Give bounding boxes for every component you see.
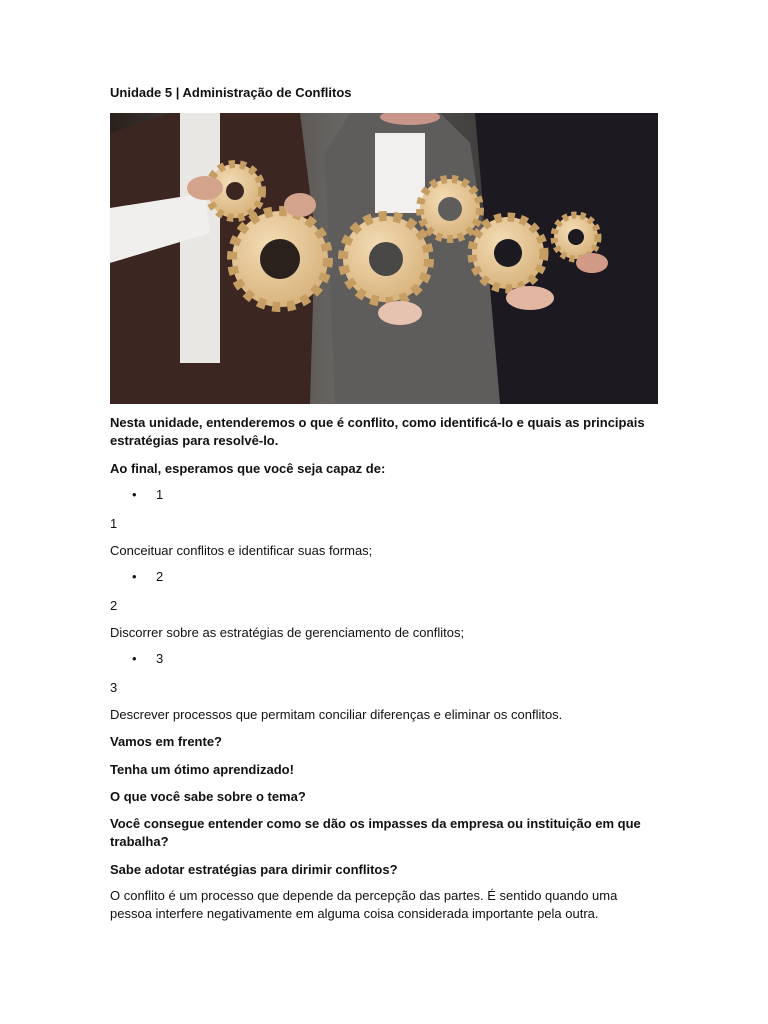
gear-icon xyxy=(343,216,429,302)
bullet-icon: • xyxy=(132,569,137,584)
bullet-icon: • xyxy=(132,487,137,502)
section-question: O que você sabe sobre o tema? xyxy=(110,789,306,804)
list-item-label: 1 xyxy=(156,487,164,502)
body-paragraph: O conflito é um processo que depende da percepção das partes. É sentido quando uma pessoa interfere negativamente em alguma coisa considerada importante pela outra. xyxy=(110,888,618,921)
list-item-label: 3 xyxy=(156,651,164,666)
prompt-vamos: Vamos em frente? xyxy=(110,734,222,749)
list-item xyxy=(132,651,163,666)
prompt-tenha: Tenha um ótimo aprendizado! xyxy=(110,762,294,777)
list-item xyxy=(132,569,163,584)
goal-number: 3 xyxy=(110,680,118,695)
goal-text: Conceituar conflitos e identificar suas formas; xyxy=(110,543,373,558)
goals-heading: Ao final, esperamos que você seja capaz de: xyxy=(110,461,386,476)
goal-number: 2 xyxy=(110,598,118,613)
goal-number: 1 xyxy=(110,516,118,531)
bullet-icon: • xyxy=(132,651,137,666)
gear-icon xyxy=(232,211,328,307)
intro-paragraph: Nesta unidade, entenderemos o que é conflito, como identificá-lo e quais as principais estratégias para resolvê-lo. xyxy=(110,415,645,448)
list-item xyxy=(132,487,163,502)
list-item-label: 2 xyxy=(156,569,164,584)
gear-icon xyxy=(554,215,598,259)
question-consegue: Você consegue entender como se dão os impasses da empresa ou instituição em que trabalha? xyxy=(110,816,641,849)
page-title: Unidade 5 | Administração de Conflitos xyxy=(110,85,352,100)
goal-text: Discorrer sobre as estratégias de gerenciamento de conflitos; xyxy=(110,625,465,640)
question-adotar: Sabe adotar estratégias para dirimir conflitos? xyxy=(110,862,398,877)
gear-icon xyxy=(420,179,480,239)
gears-teamwork-image xyxy=(110,113,658,404)
goal-text: Descrever processos que permitam conciliar diferenças e eliminar os conflitos. xyxy=(110,707,563,722)
gear-icon xyxy=(472,217,544,289)
